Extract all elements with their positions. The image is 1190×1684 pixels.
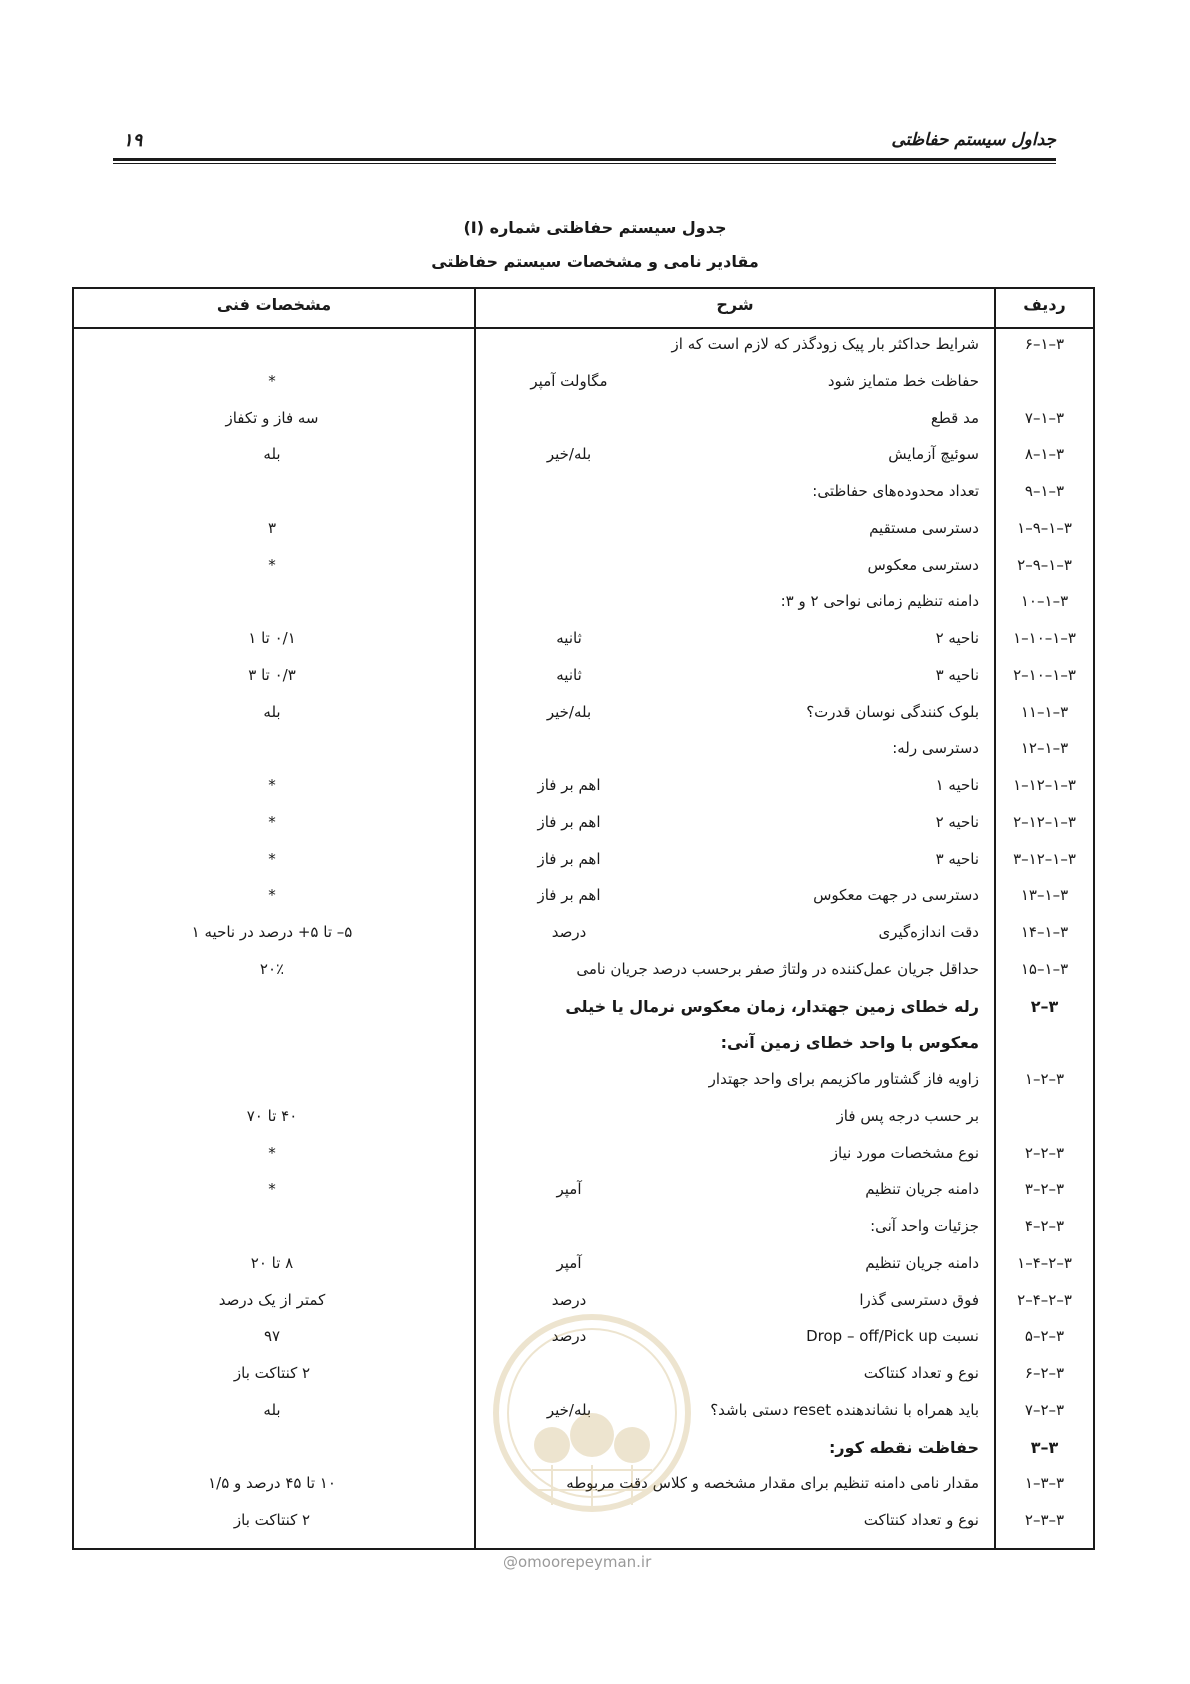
row-description: ناحیه ۳ — [935, 849, 979, 868]
row-description: رله خطای زمین جهتدار، زمان معکوس نرمال یا خیلی — [565, 996, 979, 1016]
header-desc: شرح — [716, 295, 754, 314]
row-number: ۳–۳–۱ — [1024, 1474, 1065, 1493]
row-spec: ۵– تا ۵+ درصد در ناحیه ۱ — [191, 923, 353, 941]
row-number: ۳–۱–۱۵ — [1020, 959, 1069, 978]
row-spec: ۲۰٪ — [259, 959, 285, 978]
row-unit: ثانیه — [556, 629, 582, 647]
row-number: ۳–۲ — [1030, 996, 1059, 1016]
row-spec: بله — [263, 445, 281, 464]
table-row — [74, 1174, 1093, 1210]
row-number: ۳–۲–۱ — [1024, 1070, 1065, 1088]
row-description: معکوس با واحد خطای زمین آنی: — [720, 1033, 979, 1053]
row-number: ۳–۱–۹ — [1024, 482, 1065, 500]
row-spec: سه فاز و تکفاز — [225, 408, 319, 427]
table-row — [74, 586, 1093, 622]
row-description: دامنه تنظیم زمانی نواحی ۲ و ۳: — [780, 592, 979, 611]
table-caption: جدول سیستم حفاظتی شماره (I) — [463, 218, 727, 237]
row-description: ناحیه ۲ — [935, 629, 979, 647]
row-number: ۳–۱–۷ — [1024, 408, 1065, 427]
row-number: ۳–۳ — [1030, 1437, 1059, 1457]
row-number: ۳–۲–۵ — [1024, 1327, 1065, 1346]
row-number: ۳–۲–۷ — [1024, 1400, 1065, 1419]
row-description: دسترسی معکوس — [867, 555, 979, 574]
row-description: ناحیه ۲ — [935, 812, 979, 831]
row-number: ۳–۱–۸ — [1024, 445, 1065, 464]
row-spec: ۹۷ — [263, 1327, 281, 1346]
table-row — [74, 329, 1093, 365]
row-description: حفاظت خط متمایز شود — [827, 371, 979, 390]
row-spec: * — [268, 1143, 276, 1162]
row-spec: ۰/۳ تا ۳ — [248, 665, 296, 684]
row-description: شرایط حداکثر بار پیک زودگذر که لازم است که از — [671, 335, 979, 353]
row-description: نوع مشخصات مورد نیاز — [830, 1143, 979, 1162]
row-description: سوئیچ آزمایش — [888, 445, 979, 464]
row-description: نوع و تعداد کنتاکت — [863, 1511, 979, 1529]
row-unit: آمپر — [556, 1253, 582, 1272]
row-spec: ۲ کنتاکت باز — [233, 1511, 311, 1529]
table-row — [74, 770, 1093, 806]
table-row — [74, 844, 1093, 880]
row-description: باید همراه با نشاندهنده reset دستی باشد؟ — [710, 1400, 979, 1419]
row-unit: اهم بر فاز — [537, 886, 601, 905]
row-description: دامنه جریان تنظیم — [865, 1180, 979, 1199]
row-description: ناحیه ۳ — [935, 665, 979, 684]
row-spec: بله — [263, 702, 281, 721]
row-number: ۳–۱–۱۰–۲ — [1013, 665, 1076, 684]
table-subcaption: مقادیر نامی و مشخصات سیستم حفاظتی — [431, 252, 759, 271]
row-number: ۳–۱–۱۰–۱ — [1013, 629, 1076, 647]
row-unit: اهم بر فاز — [537, 776, 601, 794]
row-spec: ۸ تا ۲۰ — [250, 1253, 294, 1272]
row-unit: بله/خیر — [546, 702, 592, 721]
table-row — [74, 880, 1093, 916]
watermark-site: @omoorepeyman.ir — [503, 1553, 652, 1571]
table-row — [74, 991, 1093, 1027]
row-number: ۳–۱–۹–۲ — [1017, 555, 1072, 574]
row-number: ۳–۱–۱۲–۲ — [1013, 812, 1076, 831]
table-row — [74, 1211, 1093, 1247]
row-number: ۳–۱–۱۳ — [1020, 886, 1069, 905]
row-spec: * — [268, 776, 276, 794]
row-description: حداقل جریان عمل‌کننده در ولتاژ صفر برحسب درصد جریان نامی — [576, 959, 979, 978]
row-number: ۳–۱–۱۲ — [1020, 739, 1069, 758]
row-spec: ۰/۱ تا ۱ — [248, 629, 296, 647]
row-description: ناحیه ۱ — [935, 776, 979, 794]
table-row — [74, 917, 1093, 953]
row-description: دسترسی در جهت معکوس — [813, 886, 979, 905]
table-row — [74, 550, 1093, 586]
row-spec: * — [268, 849, 276, 868]
row-spec: * — [268, 886, 276, 905]
table-row — [74, 366, 1093, 402]
row-description: نوع و تعداد کنتاکت — [863, 1364, 979, 1382]
row-spec: بله — [263, 1400, 281, 1419]
row-unit: بله/خیر — [546, 445, 592, 464]
table-row — [74, 807, 1093, 843]
row-unit: آمپر — [556, 1180, 582, 1199]
row-description: بر حسب درجه پس فاز — [836, 1106, 979, 1125]
table-row — [74, 476, 1093, 512]
table-row — [74, 513, 1093, 549]
header-num: ردیف — [1023, 295, 1066, 314]
row-number: ۳–۱–۱۱ — [1020, 702, 1069, 721]
row-number: ۳–۲–۲ — [1024, 1143, 1065, 1162]
row-description: دسترسی رله: — [892, 739, 979, 758]
table-row — [74, 1064, 1093, 1100]
watermark-logo — [492, 1295, 692, 1527]
row-unit: درصد — [551, 1290, 587, 1309]
table-row — [74, 623, 1093, 659]
row-number: ۳–۱–۱۲–۳ — [1013, 849, 1076, 868]
row-spec: * — [268, 555, 276, 574]
table-row — [74, 1027, 1093, 1063]
row-description: جزئیات واحد آنی: — [870, 1217, 979, 1235]
row-description: دسترسی مستقیم — [869, 518, 979, 537]
table-row — [74, 1138, 1093, 1174]
table-row — [74, 697, 1093, 733]
row-number: ۳–۲–۶ — [1024, 1364, 1065, 1382]
row-unit: درصد — [551, 923, 587, 941]
row-spec: * — [268, 812, 276, 831]
row-description: مقدار نامی دامنه تنظیم برای مقدار مشخصه و کلاس دقت مربوطه — [566, 1474, 979, 1493]
row-description: فوق دسترسی گذرا — [859, 1290, 979, 1309]
row-spec: ۲ کنتاکت باز — [233, 1364, 311, 1382]
row-number: ۳–۱–۹–۱ — [1017, 518, 1072, 537]
row-number: ۳–۲–۴–۱ — [1017, 1253, 1072, 1272]
row-spec: ۳ — [267, 518, 277, 537]
row-description: دقت اندازه‌گیری — [878, 923, 979, 941]
row-unit: اهم بر فاز — [537, 812, 601, 831]
row-unit: مگاولت آمپر — [530, 371, 608, 390]
table-row — [74, 954, 1093, 990]
row-number: ۳–۱–۱۲–۱ — [1013, 776, 1076, 794]
row-spec: * — [268, 371, 276, 390]
row-unit: اهم بر فاز — [537, 849, 601, 868]
row-description: زاویه فاز گشتاور ماکزیمم برای واحد جهتدار — [708, 1070, 979, 1088]
row-number: ۳–۱–۶ — [1024, 335, 1065, 353]
row-description: بلوک کنندگی نوسان قدرت؟ — [806, 702, 979, 721]
row-description: نسبت Drop – off/Pick up — [806, 1327, 979, 1346]
row-number: ۳–۱–۱۰ — [1020, 592, 1069, 611]
row-spec: * — [268, 1180, 276, 1199]
row-spec: ۱۰ تا ۴۵ درصد و ۱/۵ — [208, 1474, 336, 1493]
header-rule-thick — [113, 158, 1056, 161]
row-unit: بله/خیر — [546, 1400, 592, 1419]
table-row — [74, 403, 1093, 439]
row-number: ۳–۳–۲ — [1024, 1511, 1065, 1529]
row-spec: ۴۰ تا ۷۰ — [246, 1106, 298, 1125]
row-number: ۳–۲–۴ — [1024, 1217, 1065, 1235]
row-description: مد قطع — [930, 408, 979, 427]
page-number: ۱۹ — [123, 130, 143, 151]
row-spec: کمتر از یک درصد — [218, 1290, 326, 1309]
row-description: دامنه جریان تنظیم — [865, 1253, 979, 1272]
table-row — [74, 733, 1093, 769]
row-unit: ثانیه — [556, 665, 582, 684]
table-row — [74, 439, 1093, 475]
table-row — [74, 660, 1093, 696]
header-rule-thin — [113, 163, 1056, 164]
row-unit: درصد — [551, 1327, 587, 1346]
row-description: تعداد محدوده‌های حفاظتی: — [812, 482, 979, 500]
header-spec: مشخصات فنی — [216, 295, 332, 314]
running-title: جداول سیستم حفاظتی — [891, 130, 1056, 150]
table-row — [74, 1248, 1093, 1284]
row-number: ۳–۲–۴–۲ — [1017, 1290, 1072, 1309]
table-row — [74, 1101, 1093, 1137]
row-number: ۳–۲–۳ — [1024, 1180, 1065, 1199]
row-description: حفاظت نقطه کور: — [829, 1437, 979, 1457]
row-number: ۳–۱–۱۴ — [1020, 923, 1069, 941]
